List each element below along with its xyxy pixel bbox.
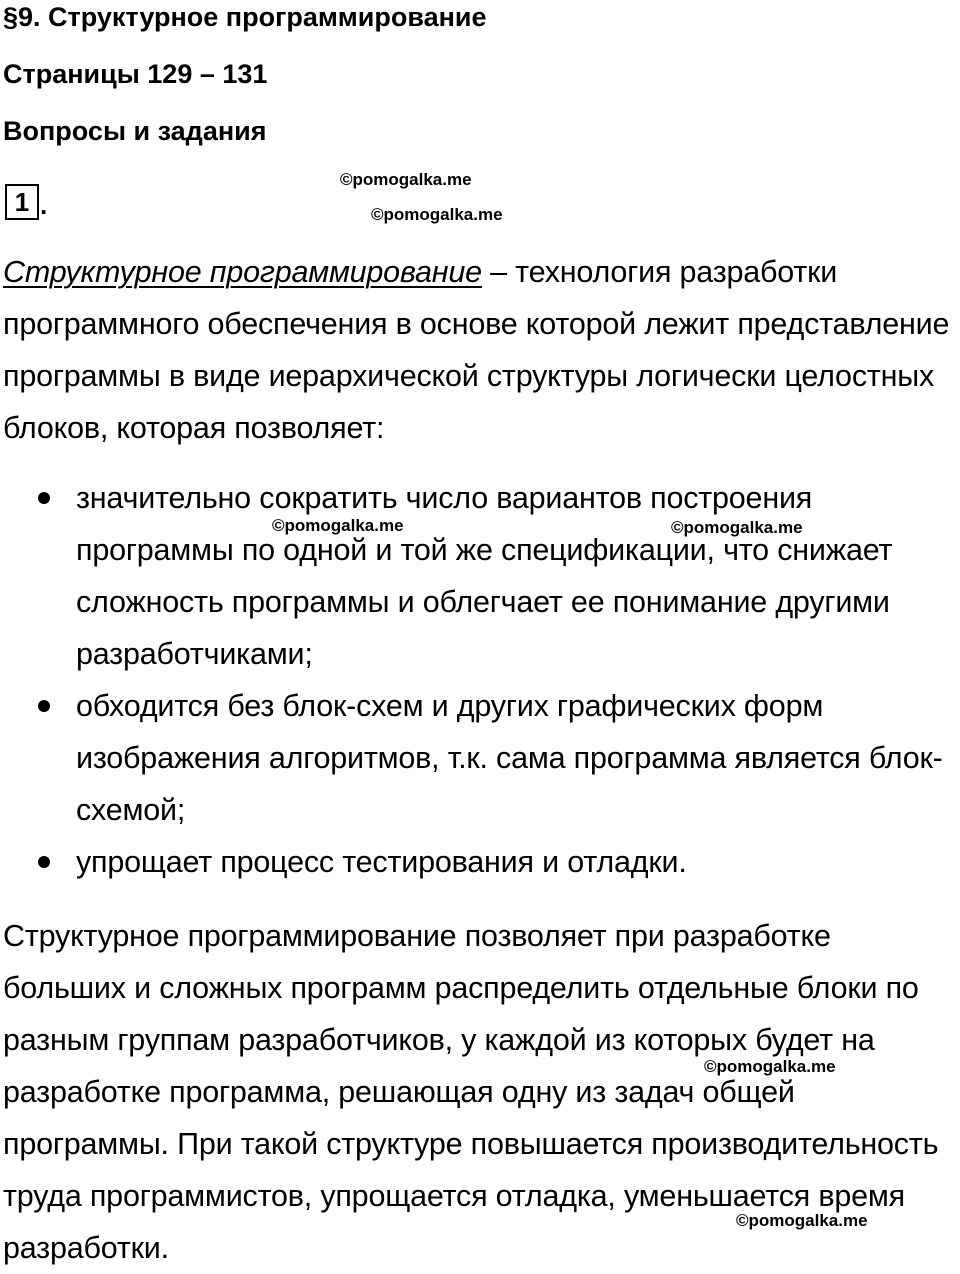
watermark: ©pomogalka.me [340,170,472,189]
definition-paragraph [3,246,960,454]
pages-range: Страницы 129 – 131 [3,59,268,89]
summary-paragraph: Структурное программирование позволяет при разработке больших и сложных программ распределить отдельные блоки по разным группам разработчиков, у каждой из которых будет на разработке программа, решающая одну из задач общей программы. При такой структуре повышается производительность труда программистов, упрощается отладка, уменьшается время разработки. [3,919,939,1265]
watermark: ©pomogalka.me [671,518,803,537]
list-item-text: упрощает процесс тестирования и отладки. [76,845,687,879]
benefits-list [0,472,960,888]
watermark: ©pomogalka.me [272,516,404,535]
bullet-icon [38,856,50,868]
list-item [0,836,960,888]
watermark: ©pomogalka.me [371,205,503,224]
definition-term: Структурное программирование [3,255,482,289]
bullet-icon [38,700,50,712]
watermark: ©pomogalka.me [704,1057,836,1076]
definition-text: – технология разработки программного обеспечения в основе которой лежит представление программы в виде иерархической структуры логически целостных блоков, которая позволяет: [3,255,950,445]
list-item [0,680,960,836]
questions-heading: Вопросы и задания [3,116,267,146]
task-number-box [5,184,39,220]
section-title: §9. Структурное программирование [3,2,487,32]
task-number: 1 [14,187,30,217]
list-item-text: обходится без блок-схем и других графических форм изображения алгоритмов, т.к. сама программа является блок-схемой; [76,689,943,827]
task-number-dot: . [40,190,48,220]
list-item [0,472,960,680]
list-item-text: значительно сократить число вариантов построения программы по одной и той же спецификации, что снижает сложность программы и облегчает ее понимание другими разработчиками; [76,481,893,671]
watermark: ©pomogalka.me [736,1211,868,1230]
bullet-icon [38,492,50,504]
